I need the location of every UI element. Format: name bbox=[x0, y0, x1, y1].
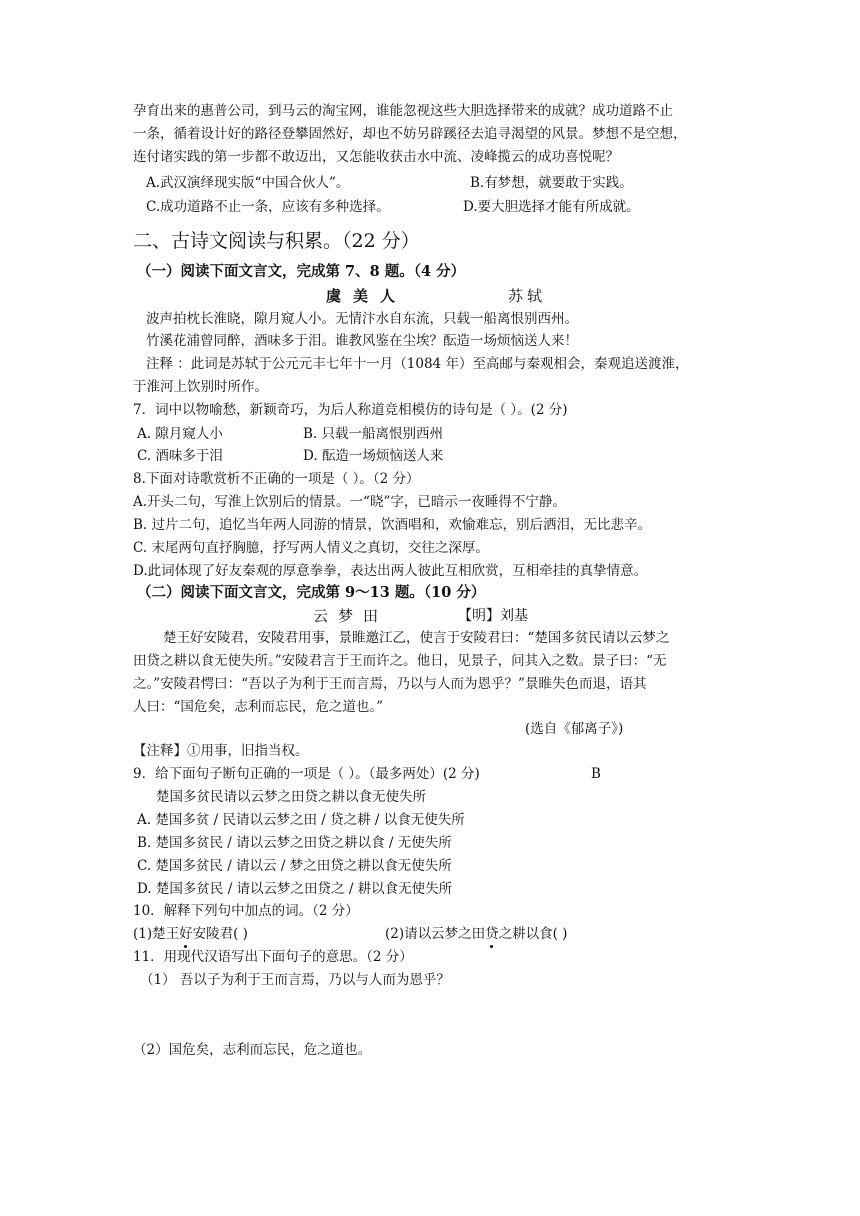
q10-item-2-blank: 之耕以食( ) bbox=[498, 926, 568, 942]
option-a: A.武汉演绎现实版“中国合伙人”。 bbox=[146, 175, 350, 191]
q7-option-a: A. 隙月窥人小 bbox=[137, 426, 223, 442]
passage-text bbox=[133, 100, 728, 169]
poem-author: 苏轼 bbox=[508, 287, 547, 305]
question-9: 9．给下面句子断句正确的一项是（ ）。（最多两处）(2 分) bbox=[133, 766, 480, 782]
q10-item-2 bbox=[385, 924, 567, 944]
text-title: 云梦田 bbox=[313, 607, 389, 625]
q9-option-c: C. 楚国多贫民 / 请以云 / 梦之田贷之耕以食无使失所 bbox=[137, 858, 452, 874]
poem-line: 波声拍枕长淮晓，隙月窥人小。无情汴水自东流，只载一船离恨别西州。 bbox=[146, 311, 578, 327]
question-10: 10．解释下列句中加点的词。（2 分） bbox=[133, 903, 359, 919]
section-heading: 二、古诗文阅读与积累。（22 分） bbox=[133, 230, 420, 252]
q11-item-1: （1） 吾以子为利于王而言焉，乃以与人而为恩乎？ bbox=[140, 972, 450, 988]
question-7: 7．词中以物喻愁，新颖奇巧，为后人称道竞相模仿的诗句是（ ）。(2 分) bbox=[133, 402, 568, 418]
q9-sentence: 楚国多贫民请以云梦之田贷之耕以食无使失所 bbox=[156, 789, 426, 805]
question-8: 8.下面对诗歌赏析不正确的一项是（ ）。（2 分） bbox=[133, 471, 420, 487]
q8-option-a: A.开头二句，写淮上饮别后的情景。一“晓”字，已暗示一夜睡得不宁静。 bbox=[133, 494, 566, 510]
classical-text-line: 楚王好安陵君，安陵君用事，景睢邀江乙，使言于安陵君曰：“楚国多贫民请以云梦之 bbox=[163, 630, 670, 646]
poem-note: 注释 ：此词是苏轼于公元元丰七年十一月（1084 年）至高邮与秦观相会，秦观追送渡淮， bbox=[146, 356, 689, 372]
q10-item-1-text: (1)楚王 bbox=[133, 926, 180, 942]
part2-heading: （二）阅读下面文言文，完成第 9～13 题。（10 分） bbox=[137, 584, 486, 601]
text-author: 【明】刘基 bbox=[458, 608, 528, 624]
q9-answer: B bbox=[591, 766, 601, 782]
poem-note: 于淮河上饮别时所作。 bbox=[133, 379, 268, 395]
text-note: 【注释】①用事，旧指当权。 bbox=[133, 743, 309, 759]
poem-title: 虞美人 bbox=[326, 287, 408, 305]
passage-line: 孕育出来的惠普公司，到马云的淘宝网，谁能忽视这些大胆选择带来的成就？成功道路不止 bbox=[133, 103, 673, 119]
dotted-word: 贷 bbox=[485, 926, 499, 942]
option-c: C.成功道路不止一条，应该有多种选择。 bbox=[146, 199, 390, 215]
part1-heading: （一）阅读下面文言文，完成第 7、8 题。（4 分） bbox=[137, 263, 466, 280]
q10-item-1 bbox=[133, 924, 248, 944]
classical-text-line: 人曰：“国危矣，志利而忘民，危之道也。” bbox=[133, 699, 384, 715]
dotted-word: 好 bbox=[179, 926, 193, 942]
poem-line: 竹溪花浦曾同醉，酒味多于泪。谁教风鉴在尘埃？酝造一场烦恼送人来！ bbox=[146, 333, 578, 349]
q9-option-b: B. 楚国多贫民 / 请以云梦之田贷之耕以食 / 无使失所 bbox=[137, 835, 452, 851]
option-b: B.有梦想，就要敢于实践。 bbox=[470, 175, 633, 191]
question-11: 11．用现代汉语写出下面句子的意思。（2 分） bbox=[133, 949, 413, 965]
q10-item-1-blank: 安陵君( ) bbox=[192, 926, 248, 942]
text-source: (选自《郁离子》) bbox=[525, 721, 624, 737]
q8-option-d: D.此词体现了好友秦观的厚意拳拳，表达出两人彼此互相欣赏，互相牵挂的真挚情意。 bbox=[133, 563, 648, 579]
passage-line: 一条，循着设计好的路径登攀固然好，却也不妨另辟蹊径去追寻渴望的风景。梦想不是空想， bbox=[133, 126, 687, 142]
q11-item-2: （2）国危矣，志利而忘民，危之道也。 bbox=[133, 1042, 372, 1058]
q7-option-c: C. 酒味多于泪 bbox=[137, 448, 223, 464]
q10-item-2-text: (2)请以云梦之田 bbox=[385, 926, 486, 942]
q8-option-b: B. 过片二句，追忆当年两人同游的情景，饮酒唱和，欢愉难忘，别后洒泪，无比悲辛。 bbox=[133, 517, 652, 533]
classical-text-line: 田贷之耕以食无使失所。”安陵君言于王而许之。他日，见景子，问其入之数。景子曰：“无 bbox=[133, 653, 667, 669]
classical-text-line: 之。”安陵君愕曰：“吾以子为利于王而言焉，乃以与人而为恩乎？”景睢失色而退，语其 bbox=[133, 676, 647, 692]
q7-option-d: D. 酝造一场烦恼送人来 bbox=[303, 448, 444, 464]
q9-option-a: A. 楚国多贫 / 民请以云梦之田 / 贷之耕 / 以食无使失所 bbox=[137, 812, 465, 828]
q8-option-c: C. 末尾两句直抒胸臆，抒写两人情义之真切，交往之深厚。 bbox=[133, 540, 489, 556]
passage-line: 连付诸实践的第一步都不敢迈出，又怎能收获击水中流、凌峰揽云的成功喜悦呢？ bbox=[133, 149, 619, 165]
option-d: D.要大胆选择才能有所成就。 bbox=[463, 199, 640, 215]
q9-option-d: D. 楚国多贫民 / 请以云梦之田贷之 / 耕以食无使失所 bbox=[137, 881, 453, 897]
q7-option-b: B. 只载一船离恨别西州 bbox=[303, 426, 444, 442]
